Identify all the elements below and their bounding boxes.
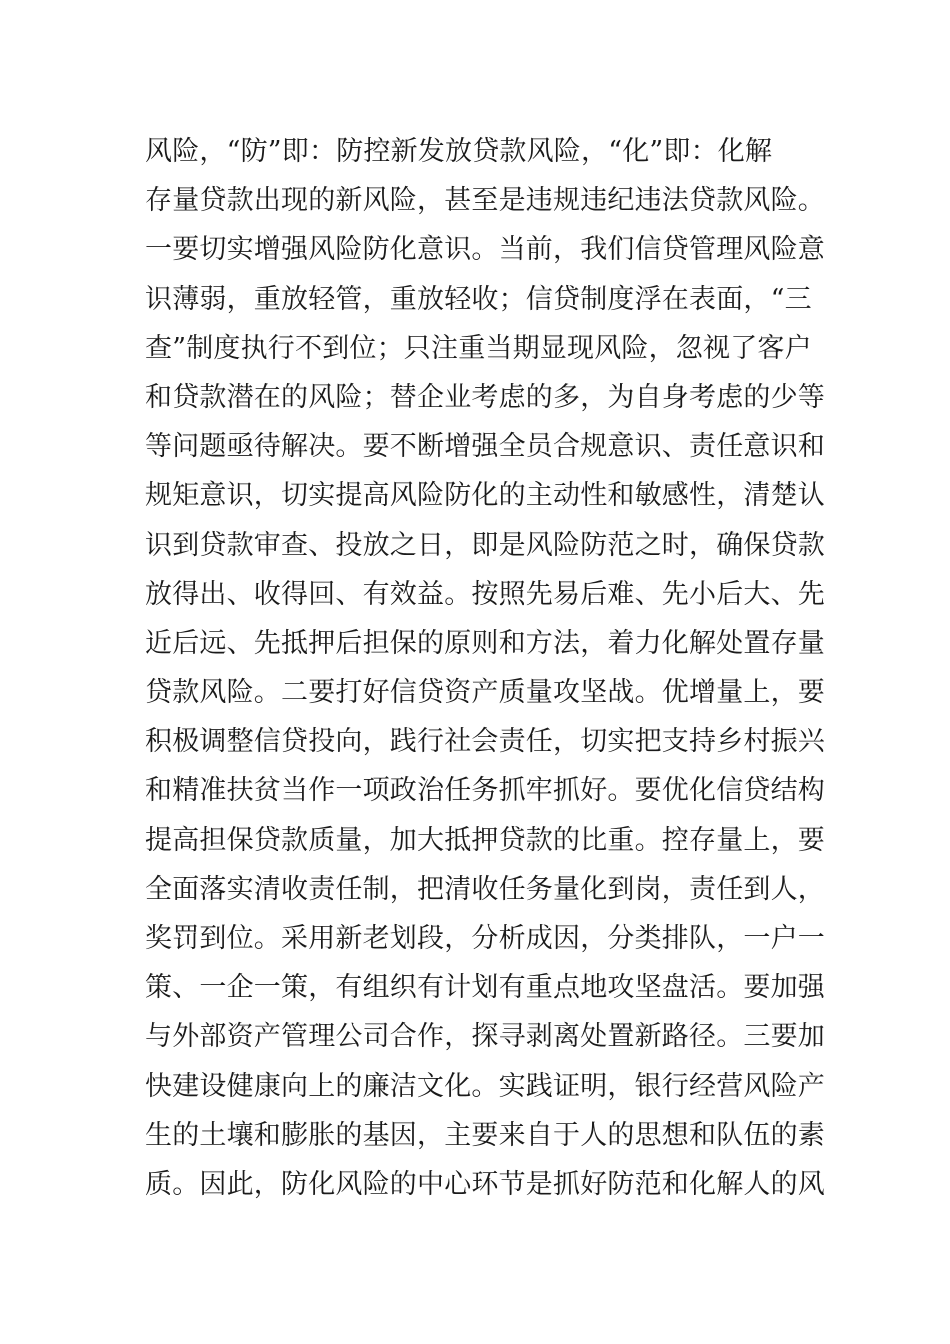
text-line: 一要切实增强风险防化意识。当前，我们信贷管理风险意 <box>145 234 825 266</box>
text-line: 策、一企一策，有组织有计划有重点地攻坚盘活。要加强 <box>145 972 825 1004</box>
text-line: 规矩意识，切实提高风险防化的主动性和敏感性，清楚认 <box>145 480 825 512</box>
text-line: 查”制度执行不到位；只注重当期显现风险，忽视了客户 <box>145 332 812 364</box>
text-line: 贷款风险。二要打好信贷资产质量攻坚战。优增量上，要 <box>145 677 825 709</box>
text-line: 与外部资产管理公司合作，探寻剥离处置新路径。三要加 <box>145 1021 825 1053</box>
text-line: 质。因此，防化风险的中心环节是抓好防范和化解人的风 <box>145 1168 825 1200</box>
text-line: 放得出、收得回、有效益。按照先易后难、先小后大、先 <box>145 578 825 610</box>
text-line: 和精准扶贫当作一项政治任务抓牢抓好。要优化信贷结构 <box>145 775 825 807</box>
text-line: 等问题亟待解决。要不断增强全员合规意识、责任意识和 <box>145 431 825 463</box>
text-line: 积极调整信贷投向，践行社会责任，切实把支持乡村振兴 <box>145 726 825 758</box>
text-line: 识薄弱，重放轻管，重放轻收；信贷制度浮在表面，“三 <box>145 283 812 315</box>
body-text <box>145 127 825 1209</box>
text-line: 奖罚到位。采用新老划段，分析成因，分类排队，一户一 <box>145 923 825 954</box>
text-line: 快建设健康向上的廉洁文化。实践证明，银行经营风险产 <box>145 1070 825 1102</box>
text-line: 识到贷款审查、投放之日，即是风险防范之时，确保贷款 <box>145 529 825 561</box>
text-line: 和贷款潜在的风险；替企业考虑的多，为自身考虑的少等 <box>145 381 825 413</box>
text-line: 风险，“防”即：防控新发放贷款风险，“化”即：化解 <box>145 136 773 167</box>
text-line: 近后远、先抵押后担保的原则和方法，着力化解处置存量 <box>145 627 825 659</box>
text-line: 生的土壤和膨胀的基因，主要来自于人的思想和队伍的素 <box>145 1119 825 1151</box>
text-line: 全面落实清收责任制，把清收任务量化到岗，责任到人， <box>145 873 825 905</box>
text-line: 提高担保贷款质量，加大抵押贷款的比重。控存量上，要 <box>145 824 825 856</box>
text-line: 存量贷款出现的新风险，甚至是违规违纪违法贷款风险。 <box>145 185 825 217</box>
